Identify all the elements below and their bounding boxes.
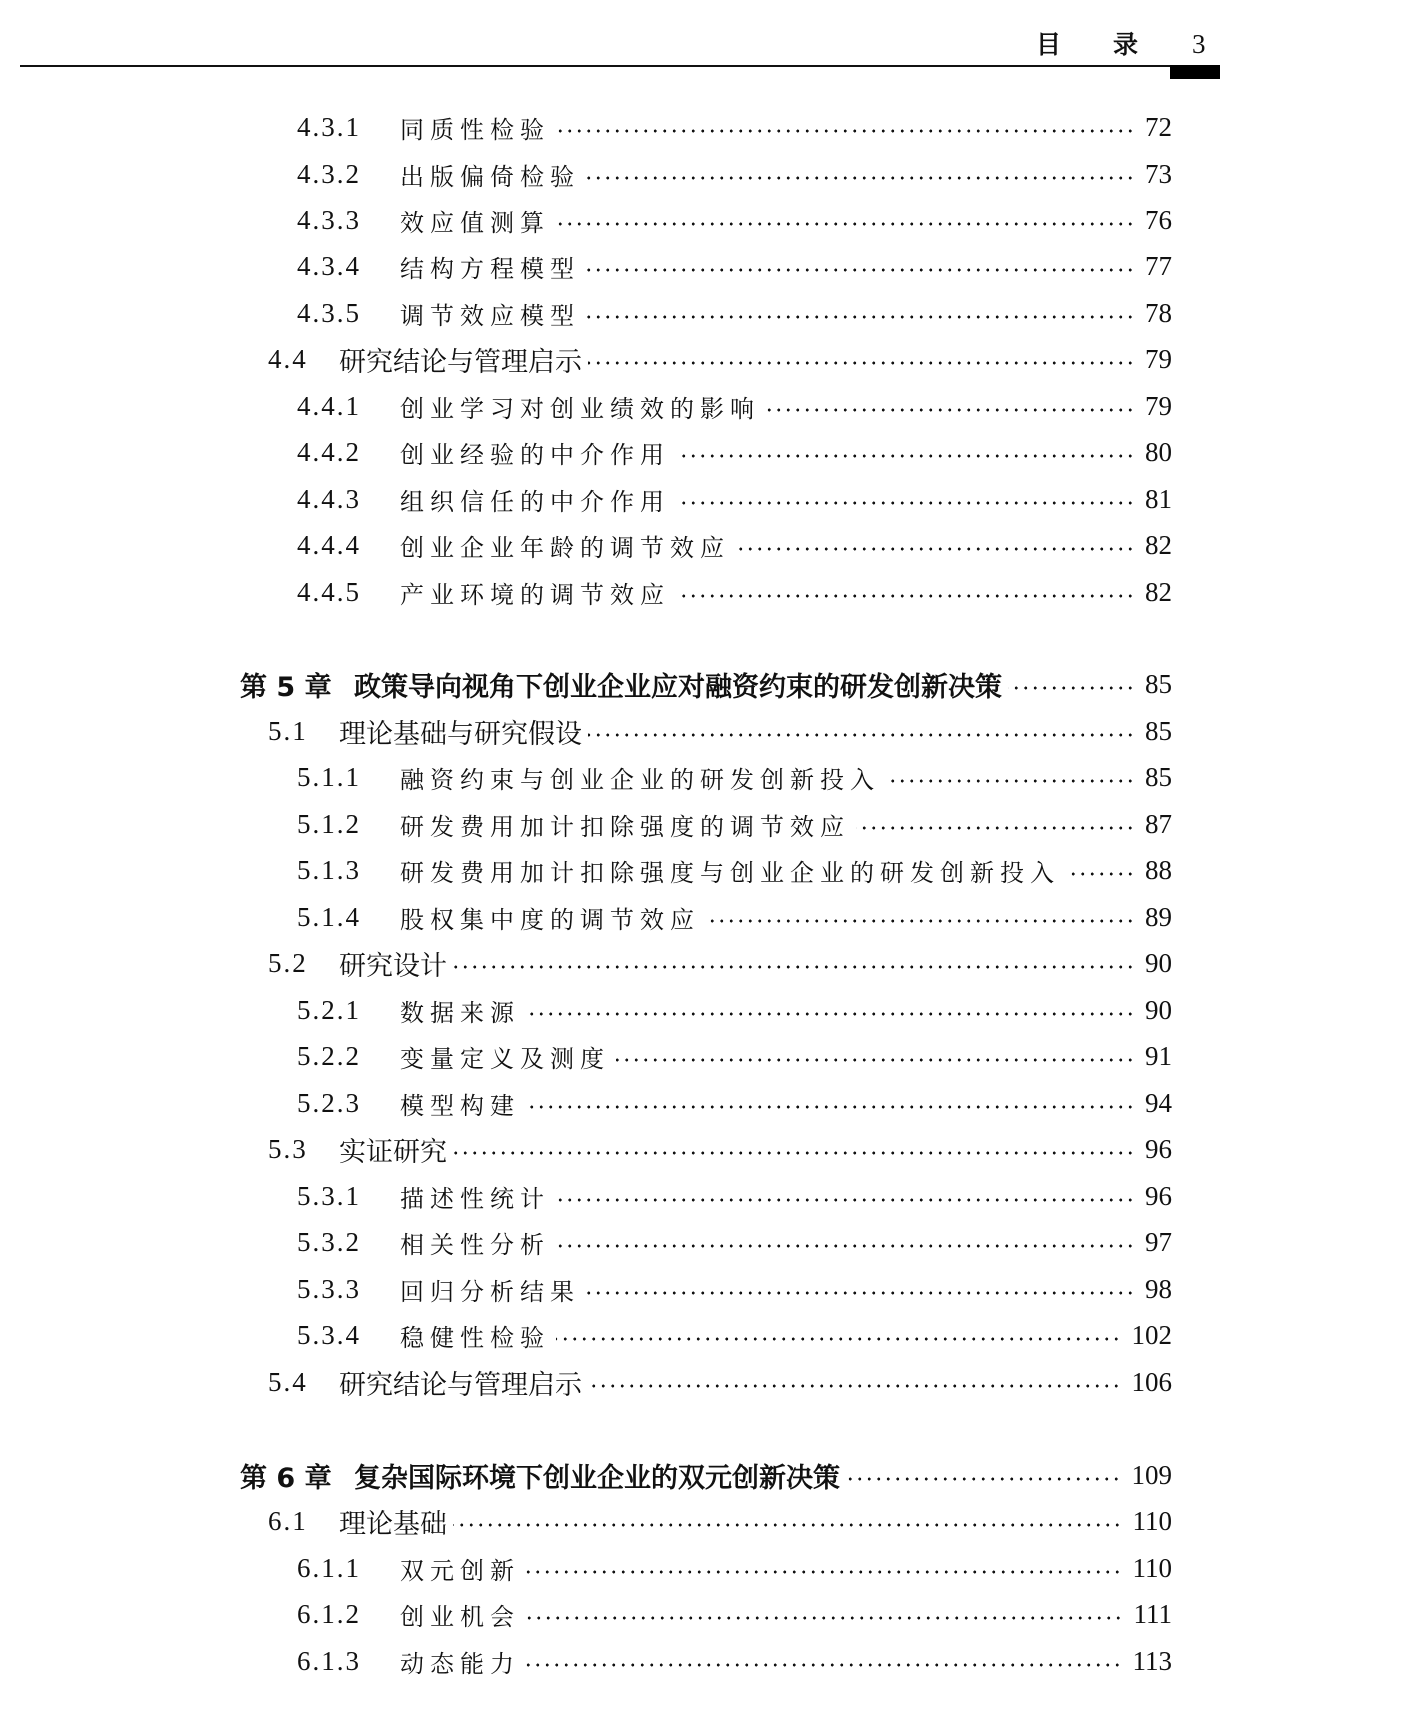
entry-page-number: 87	[1145, 808, 1172, 839]
toc-subsection-entry[interactable]	[0, 1594, 1412, 1634]
entry-number: 5.3.1	[297, 1180, 361, 1211]
entry-title: 变量定义及测度	[400, 1044, 610, 1073]
dot-leader	[526, 1616, 1123, 1620]
entry-number: 5.3.3	[297, 1273, 361, 1304]
toc-subsection-entry[interactable]	[0, 200, 1412, 240]
dot-leader	[453, 1151, 1135, 1155]
entry-number: 4.4.1	[297, 390, 361, 421]
entry-number: 4.3.2	[297, 158, 361, 189]
entry-title: 创业学习对创业绩效的影响	[400, 394, 760, 423]
entry-page-number: 78	[1145, 297, 1172, 328]
dot-leader	[886, 779, 1135, 783]
dot-leader	[766, 408, 1135, 412]
entry-title: 组织信任的中介作用	[400, 487, 670, 516]
entry-number: 5.1.4	[297, 901, 361, 932]
toc-chapter-entry[interactable]	[0, 1455, 1412, 1495]
toc-section-entry[interactable]	[0, 711, 1412, 751]
toc-subsection-entry[interactable]	[0, 850, 1412, 890]
entry-page-number: 85	[1145, 761, 1172, 792]
entry-number: 4.3.1	[297, 111, 361, 142]
entry-title: 双元创新	[400, 1556, 520, 1585]
dot-leader	[706, 919, 1135, 923]
entry-title: 相关性分析	[400, 1230, 550, 1259]
entry-page-number: 113	[1132, 1645, 1172, 1676]
entry-title: 实证研究	[339, 1136, 447, 1168]
toc-chapter-entry[interactable]	[0, 664, 1412, 704]
entry-title: 研发费用加计扣除强度的调节效应	[400, 812, 850, 841]
header-rule	[20, 65, 1172, 67]
dot-leader	[556, 1244, 1135, 1248]
entry-page-number: 110	[1132, 1505, 1172, 1536]
entry-page-number: 111	[1133, 1598, 1172, 1629]
entry-number: 4.4.4	[297, 529, 361, 560]
dot-leader	[453, 1523, 1122, 1527]
dot-leader	[586, 176, 1135, 180]
entry-number: 5.3.4	[297, 1319, 361, 1350]
toc-subsection-entry[interactable]	[0, 1315, 1412, 1355]
dot-leader	[856, 826, 1135, 830]
toc-section-entry[interactable]	[0, 339, 1412, 379]
entry-page-number: 96	[1145, 1180, 1172, 1211]
toc-subsection-entry[interactable]	[0, 1269, 1412, 1309]
entry-number: 第 6 章	[240, 1462, 332, 1494]
toc-subsection-entry[interactable]	[0, 897, 1412, 937]
entry-page-number: 77	[1145, 250, 1172, 281]
entry-number: 5.4	[268, 1366, 308, 1397]
entry-number: 5.3	[268, 1133, 308, 1164]
entry-number: 5.2.2	[297, 1040, 361, 1071]
dot-leader	[588, 1384, 1121, 1388]
entry-number: 6.1.1	[297, 1552, 361, 1583]
entry-page-number: 88	[1145, 854, 1172, 885]
entry-number: 第 5 章	[240, 671, 332, 703]
toc-section-entry[interactable]	[0, 1501, 1412, 1541]
entry-page-number: 102	[1131, 1319, 1172, 1350]
entry-title: 模型构建	[400, 1091, 520, 1120]
entry-page-number: 82	[1145, 576, 1172, 607]
entry-title: 同质性检验	[400, 115, 550, 144]
toc-subsection-entry[interactable]	[0, 107, 1412, 147]
dot-leader	[526, 1570, 1122, 1574]
dot-leader	[1008, 686, 1135, 690]
dot-leader	[846, 1477, 1121, 1481]
dot-leader	[556, 1337, 1121, 1341]
entry-number: 5.2.1	[297, 994, 361, 1025]
entry-number: 5.1.1	[297, 761, 361, 792]
entry-page-number: 85	[1145, 668, 1172, 699]
toc-section-entry[interactable]	[0, 943, 1412, 983]
toc-subsection-entry[interactable]	[0, 1083, 1412, 1123]
entry-title: 政策导向视角下创业企业应对融资约束的研发创新决策	[354, 671, 1002, 703]
entry-number: 5.2.3	[297, 1087, 361, 1118]
entry-title: 研发费用加计扣除强度与创业企业的研发创新投入	[400, 858, 1060, 887]
entry-number: 6.1.2	[297, 1598, 361, 1629]
entry-page-number: 81	[1145, 483, 1172, 514]
toc-subsection-entry[interactable]	[0, 804, 1412, 844]
entry-page-number: 110	[1132, 1552, 1172, 1583]
dot-leader	[586, 268, 1135, 272]
entry-title: 数据来源	[400, 998, 520, 1027]
entry-page-number: 72	[1145, 111, 1172, 142]
dot-leader	[586, 1291, 1135, 1295]
entry-title: 研究结论与管理启示	[339, 1369, 582, 1401]
entry-page-number: 80	[1145, 436, 1172, 467]
toc-subsection-entry[interactable]	[0, 1641, 1412, 1681]
entry-number: 4.3.5	[297, 297, 361, 328]
entry-page-number: 82	[1145, 529, 1172, 560]
entry-number: 6.1	[268, 1505, 308, 1536]
entry-page-number: 73	[1145, 158, 1172, 189]
entry-number: 5.1	[268, 715, 308, 746]
toc-subsection-entry[interactable]	[0, 1176, 1412, 1216]
toc-subsection-entry[interactable]	[0, 757, 1412, 797]
entry-title: 创业机会	[400, 1602, 520, 1631]
entry-title: 复杂国际环境下创业企业的双元创新决策	[354, 1462, 840, 1494]
entry-number: 5.3.2	[297, 1226, 361, 1257]
entry-page-number: 79	[1145, 390, 1172, 421]
entry-title: 效应值测算	[400, 208, 550, 237]
entry-title: 创业企业年龄的调节效应	[400, 533, 730, 562]
entry-page-number: 85	[1145, 715, 1172, 746]
toc-section-entry[interactable]	[0, 1129, 1412, 1169]
dot-leader	[556, 129, 1135, 133]
dot-leader	[556, 1198, 1135, 1202]
dot-leader	[736, 547, 1135, 551]
dot-leader	[1066, 872, 1135, 876]
entry-number: 4.4	[268, 343, 308, 374]
toc-subsection-entry[interactable]	[0, 1548, 1412, 1588]
toc-subsection-entry[interactable]	[0, 1036, 1412, 1076]
dot-leader	[676, 501, 1135, 505]
entry-page-number: 79	[1145, 343, 1172, 374]
dot-leader	[586, 315, 1135, 319]
dot-leader	[676, 454, 1135, 458]
entry-title: 理论基础	[339, 1508, 447, 1540]
entry-title: 理论基础与研究假设	[339, 718, 582, 750]
entry-page-number: 90	[1145, 947, 1172, 978]
entry-page-number: 97	[1145, 1226, 1172, 1257]
header-title-char-1: 目	[1036, 30, 1062, 59]
dot-leader	[676, 594, 1135, 598]
entry-title: 产业环境的调节效应	[400, 580, 670, 609]
entry-title: 融资约束与创业企业的研发创新投入	[400, 765, 880, 794]
dot-leader	[526, 1012, 1135, 1016]
toc-subsection-entry[interactable]	[0, 990, 1412, 1030]
entry-number: 4.3.3	[297, 204, 361, 235]
dot-leader	[616, 1058, 1135, 1062]
entry-page-number: 90	[1145, 994, 1172, 1025]
dot-leader	[556, 222, 1135, 226]
toc-subsection-entry[interactable]	[0, 386, 1412, 426]
dot-leader	[526, 1105, 1135, 1109]
entry-number: 5.1.2	[297, 808, 361, 839]
entry-number: 4.3.4	[297, 250, 361, 281]
dot-leader	[526, 1663, 1122, 1667]
header-title-char-2: 录	[1113, 30, 1139, 59]
entry-number: 4.4.3	[297, 483, 361, 514]
entry-title: 结构方程模型	[400, 254, 580, 283]
entry-page-number: 109	[1131, 1459, 1172, 1490]
entry-title: 描述性统计	[400, 1184, 550, 1213]
header-page-number: 3	[1192, 29, 1206, 59]
toc-subsection-entry[interactable]	[0, 154, 1412, 194]
entry-title: 动态能力	[400, 1649, 520, 1678]
entry-page-number: 94	[1145, 1087, 1172, 1118]
entry-title: 调节效应模型	[400, 301, 580, 330]
entry-title: 股权集中度的调节效应	[400, 905, 700, 934]
entry-page-number: 89	[1145, 901, 1172, 932]
entry-title: 创业经验的中介作用	[400, 440, 670, 469]
entry-page-number: 76	[1145, 204, 1172, 235]
entry-number: 5.1.3	[297, 854, 361, 885]
dot-leader	[588, 733, 1135, 737]
entry-title: 出版偏倚检验	[400, 162, 580, 191]
entry-title: 稳健性检验	[400, 1323, 550, 1352]
entry-page-number: 96	[1145, 1133, 1172, 1164]
toc-subsection-entry[interactable]	[0, 432, 1412, 472]
entry-title: 研究设计	[339, 950, 447, 982]
entry-title: 回归分析结果	[400, 1277, 580, 1306]
entry-number: 4.4.5	[297, 576, 361, 607]
toc-subsection-entry[interactable]	[0, 572, 1412, 612]
toc-subsection-entry[interactable]	[0, 293, 1412, 333]
toc-subsection-entry[interactable]	[0, 1222, 1412, 1262]
entry-page-number: 106	[1131, 1366, 1172, 1397]
toc-section-entry[interactable]	[0, 1362, 1412, 1402]
entry-page-number: 98	[1145, 1273, 1172, 1304]
entry-page-number: 91	[1145, 1040, 1172, 1071]
entry-number: 4.4.2	[297, 436, 361, 467]
toc-subsection-entry[interactable]	[0, 246, 1412, 286]
entry-number: 5.2	[268, 947, 308, 978]
dot-leader	[588, 361, 1135, 365]
toc-subsection-entry[interactable]	[0, 525, 1412, 565]
header-thumb-tab	[1170, 65, 1220, 79]
entry-number: 6.1.3	[297, 1645, 361, 1676]
toc-subsection-entry[interactable]	[0, 479, 1412, 519]
entry-title: 研究结论与管理启示	[339, 346, 582, 378]
dot-leader	[453, 965, 1135, 969]
